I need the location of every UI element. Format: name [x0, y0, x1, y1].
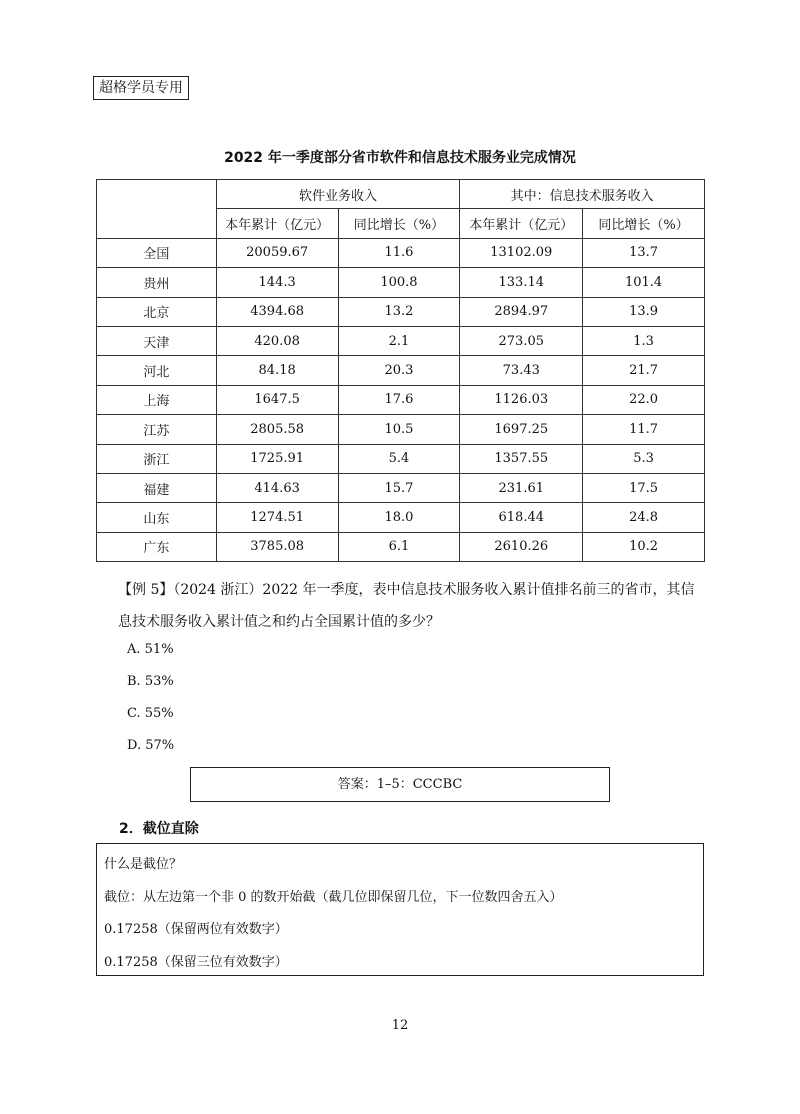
value-cell: 5.3 — [583, 444, 705, 473]
option-c: C. 55% — [127, 706, 174, 721]
region-cell: 山东 — [97, 503, 217, 532]
value-cell: 17.5 — [583, 473, 705, 502]
value-cell: 13102.09 — [460, 238, 583, 267]
region-cell: 浙江 — [97, 444, 217, 473]
table-row — [97, 268, 705, 297]
value-cell: 1725.91 — [216, 444, 338, 473]
corner-cell — [97, 180, 217, 239]
value-cell: 20059.67 — [216, 238, 338, 267]
value-cell: 15.7 — [338, 473, 460, 502]
value-cell: 10.2 — [583, 532, 705, 561]
page-number: 12 — [391, 1018, 409, 1033]
value-cell: 618.44 — [460, 503, 583, 532]
value-cell: 13.9 — [583, 297, 705, 326]
concept-line: 0.17258（保留两位有效数字） — [104, 922, 288, 937]
region-cell: 广东 — [97, 532, 217, 561]
value-cell: 101.4 — [583, 268, 705, 297]
student-only-tag: 超格学员专用 — [93, 76, 189, 100]
value-cell: 1647.5 — [216, 385, 338, 414]
value-cell: 1274.51 — [216, 503, 338, 532]
table-row — [97, 473, 705, 502]
value-cell: 2805.58 — [216, 415, 338, 444]
question-text: 【例 5】（2024 浙江）2022 年一季度，表中信息技术服务收入累计值排名前三的省市，其信息技术服务收入累计值之和约占全国累计值的多少？ — [118, 582, 695, 630]
table-row — [97, 297, 705, 326]
value-cell: 133.14 — [460, 268, 583, 297]
value-cell: 22.0 — [583, 385, 705, 414]
group-header-software: 软件业务收入 — [216, 180, 460, 209]
value-cell: 1357.55 — [460, 444, 583, 473]
value-cell: 2610.26 — [460, 532, 583, 561]
value-cell: 1.3 — [583, 326, 705, 355]
answer-box: 答案：1–5：CCCBC — [190, 767, 610, 802]
value-cell: 10.5 — [338, 415, 460, 444]
value-cell: 6.1 — [338, 532, 460, 561]
value-cell: 17.6 — [338, 385, 460, 414]
group-header-it-service: 其中：信息技术服务收入 — [460, 180, 705, 209]
region-cell: 福建 — [97, 473, 217, 502]
value-cell: 5.4 — [338, 444, 460, 473]
table-row — [97, 238, 705, 267]
region-cell: 天津 — [97, 326, 217, 355]
table-row — [97, 326, 705, 355]
value-cell: 24.8 — [583, 503, 705, 532]
value-cell: 231.61 — [460, 473, 583, 502]
value-cell: 273.05 — [460, 326, 583, 355]
table-row — [97, 503, 705, 532]
table-title: 2022 年一季度部分省市软件和信息技术服务业完成情况 — [224, 150, 576, 166]
value-cell: 1126.03 — [460, 385, 583, 414]
value-cell: 1697.25 — [460, 415, 583, 444]
subheader-cell: 本年累计（亿元） — [460, 209, 583, 238]
value-cell: 420.08 — [216, 326, 338, 355]
region-cell: 贵州 — [97, 268, 217, 297]
region-cell: 河北 — [97, 356, 217, 385]
value-cell: 11.6 — [338, 238, 460, 267]
region-cell: 北京 — [97, 297, 217, 326]
table-row — [97, 385, 705, 414]
value-cell: 414.63 — [216, 473, 338, 502]
value-cell: 20.3 — [338, 356, 460, 385]
value-cell: 4394.68 — [216, 297, 338, 326]
subheader-cell: 本年累计（亿元） — [216, 209, 338, 238]
value-cell: 3785.08 — [216, 532, 338, 561]
region-cell: 江苏 — [97, 415, 217, 444]
option-d: D. 57% — [127, 738, 175, 753]
subheader-cell: 同比增长（%） — [338, 209, 460, 238]
section-heading: 2．截位直除 — [119, 821, 199, 837]
value-cell: 13.2 — [338, 297, 460, 326]
table-row — [97, 532, 705, 561]
value-cell: 2894.97 — [460, 297, 583, 326]
revenue-table — [96, 179, 705, 562]
concept-line: 什么是截位？ — [104, 857, 183, 872]
example-question — [96, 574, 708, 638]
value-cell: 21.7 — [583, 356, 705, 385]
table-row — [97, 356, 705, 385]
region-cell: 上海 — [97, 385, 217, 414]
option-a: A. 51% — [127, 642, 174, 657]
value-cell: 13.7 — [583, 238, 705, 267]
table-header-row — [97, 180, 705, 209]
subheader-cell: 同比增长（%） — [583, 209, 705, 238]
value-cell: 11.7 — [583, 415, 705, 444]
table-row — [97, 444, 705, 473]
concept-line: 0.17258（保留三位有效数字） — [104, 954, 288, 970]
value-cell: 84.18 — [216, 356, 338, 385]
option-b: B. 53% — [127, 674, 174, 689]
concept-box — [96, 843, 704, 976]
value-cell: 100.8 — [338, 268, 460, 297]
value-cell: 144.3 — [216, 268, 338, 297]
region-cell: 全国 — [97, 238, 217, 267]
value-cell: 73.43 — [460, 356, 583, 385]
value-cell: 18.0 — [338, 503, 460, 532]
concept-line: 截位：从左边第一个非 0 的数开始截（截几位即保留几位，下一位数四舍五入） — [104, 889, 563, 905]
value-cell: 2.1 — [338, 326, 460, 355]
table-row — [97, 415, 705, 444]
